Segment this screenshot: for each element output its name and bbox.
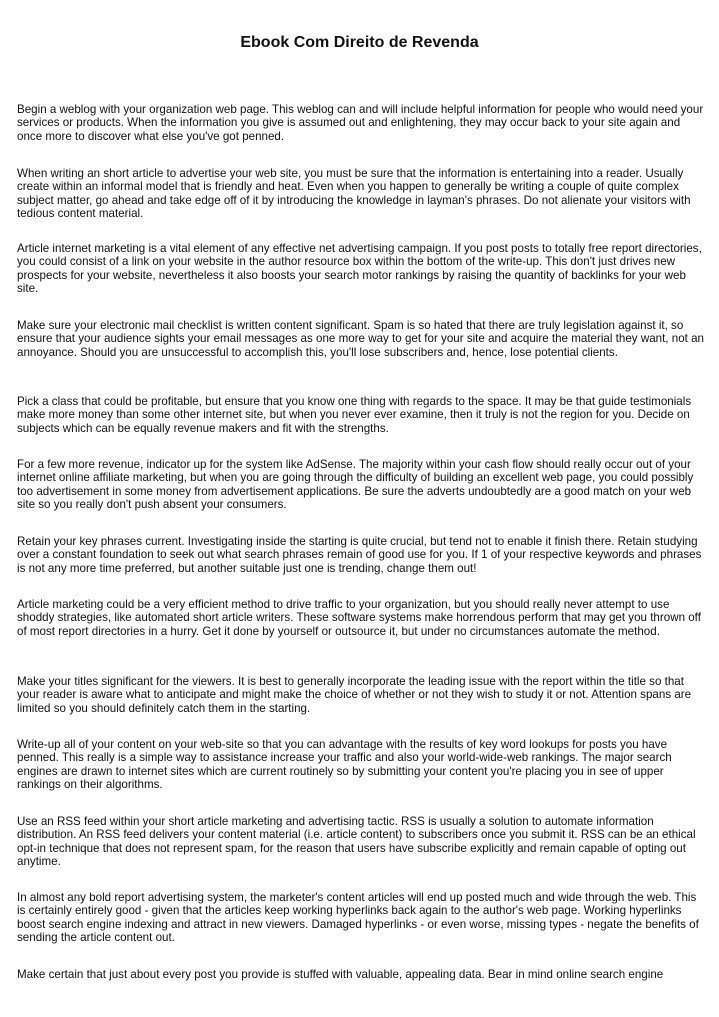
paragraph-11: Use an RSS feed within your short article marketing and advertising tactic. RSS is usually a solution to automate information distribution. An RSS feed delivers your content material (i.e. article content) to subscribers once you submit it. RSS can be an ethical opt-in technique that does not represent spam, for the reason that users have subscribe explicitly and remain capable of opting out anytime. — [17, 815, 696, 869]
paragraph-12: In almost any bold report advertising system, the marketer's content articles will end up posted much and wide through the web. This is certainly entirely good - given that the articles keep working hyperlinks back again to the author's web page. Working hyperlinks boost search engine indexing and attract in new viewers. Damaged hyperlinks - or even worse, missing types - negate the benefits of sending the article content out. — [17, 891, 699, 945]
paragraph-13: Make certain that just about every post you provide is stuffed with valuable, appealing data. Bear in mind online search engine — [17, 968, 664, 981]
page-title: Ebook Com Direito de Revenda — [240, 34, 479, 51]
paragraph-7: Retain your key phrases current. Investigating inside the starting is quite crucial, but tend not to enable it finish there. Retain studying over a constant foundation to seek out what search phrases remain of good use for you. If 1 of your respective keywords and phrases is not any more time preferred, but another suitable just one is trending, change them out! — [17, 535, 702, 575]
paragraph-5: Pick a class that could be profitable, but ensure that you know one thing with regards to the space. It may be that guide testimonials make more money than some other internet site, but when you never ever examine, then it truly is not the region for you. Decide on subjects which can be equally revenue makers and fit with the strengths. — [17, 395, 692, 435]
paragraph-10: Write-up all of your content on your web-site so that you can advantage with the results of key word lookups for posts you have penned. This really is a simple way to assistance increase your traffic and also your world-wide-web rankings. The major search engines are drawn to internet sites which are current routinely so by submitting your content you're placing you in see of upper rankings on their algorithms. — [17, 738, 672, 792]
paragraph-9: Make your titles significant for the viewers. It is best to generally incorporate the leading issue with the report within the title so that your reader is aware what to anticipate and might make the choice of whether or not they wish to study it or not. Attention spans are limited so you should definitely catch them in the starting. — [17, 675, 692, 715]
paragraph-2: When writing an short article to advertise your web site, you must be sure that the information is entertaining into a reader. Usually create within an informal model that is friendly and heat. Even when you happen to generally be writing a couple of quite complex subject matter, go ahead and take edge off of it by introducing the knowledge in layman's phrases. Do not alienate your visitors with tedious content material. — [17, 167, 691, 221]
paragraph-6: For a few more revenue, indicator up for the system like AdSense. The majority within your cash flow should really occur out of your internet online affiliate marketing, but when you are going through the difficulty of building an excellent web page, you could possibly too advertisement in some money from advertisement applications. Be sure the adverts undoubtedly are a good match on your web site so you really don't push absent your consumers. — [17, 458, 694, 512]
paragraph-1: Begin a weblog with your organization web page. This weblog can and will include helpful information for people who would need your services or products. When the information you give is assumed out and enlightening, they may occur back to your site again and once more to discover what else you've got penned. — [17, 103, 704, 143]
paragraph-8: Article marketing could be a very efficient method to drive traffic to your organization, but you should really never attempt to use shoddy strategies, like automated short article writers. These software systems make horrendous perform that may get you thrown off of most report directories in a hurry. Get it done by yourself or outsource it, but under no circumstances automate the method. — [17, 598, 701, 638]
paragraph-3: Article internet marketing is a vital element of any effective net advertising campaign. If you post posts to totally free report directories, you could consist of a link on your website in the author resource box within the bottom of the write-up. This don't just drives new prospects for your website, nevertheless it also boosts your search motor rankings by raising the quantity of backlinks for your web site. — [17, 242, 702, 296]
paragraph-4: Make sure your electronic mail checklist is written content significant. Spam is so hated that there are truly legislation against it, so ensure that your audience sights your email messages as one more way to get for your site and acquire the material they want, not an annoyance. Should you are unsuccessful to accomplish this, you'll lose subscribers and, hence, lose potential clients. — [17, 319, 704, 359]
